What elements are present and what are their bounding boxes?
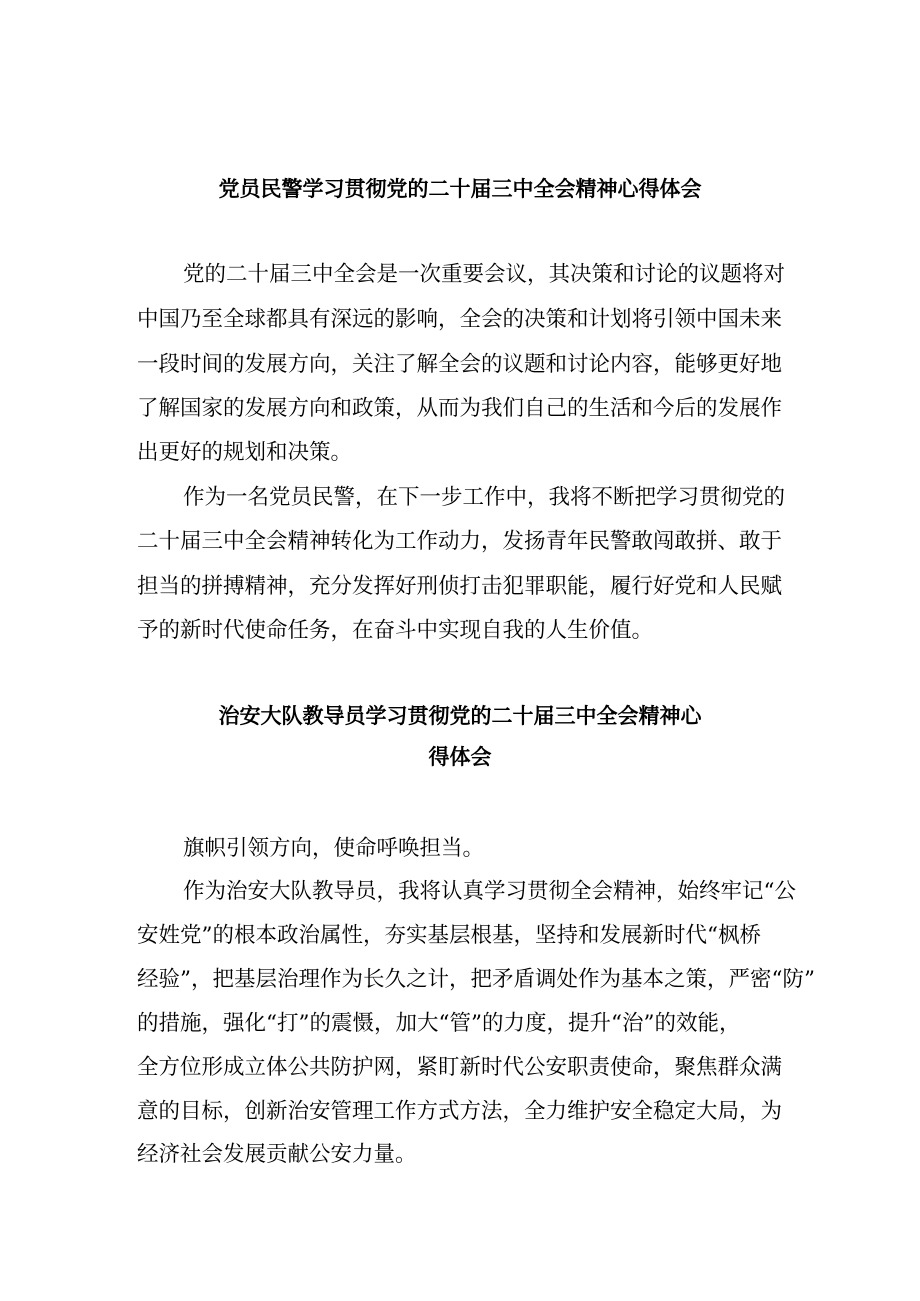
section2-paragraph2-line3: 经验”，把基层治理作为长久之计，把矛盾调处作为基本之策，严密“防” — [137, 967, 815, 992]
section2-paragraph2-line4: 的措施，强化“打”的震慑，加大“管”的力度，提升“治”的效能， — [137, 1011, 741, 1036]
section2-paragraph2-line1: 作为治安大队教导员，我将认真学习贯彻全会精神，始终牢记“公 — [183, 879, 796, 904]
section2-paragraph2-line5: 全方位形成立体公共防护网，紧盯新时代公安职责使命，聚焦群众满 — [137, 1055, 783, 1080]
section1-title: 党员民警学习贯彻党的二十届三中全会精神心得体会 — [218, 177, 702, 201]
section1-paragraph1-line2: 中国乃至全球都具有深远的影响，全会的决策和计划将引领中国未来 — [137, 307, 783, 332]
section1-paragraph1-line1: 党的二十届三中全会是一次重要会议，其决策和讨论的议题将对 — [183, 262, 786, 287]
section2-paragraph2-line2: 安姓党”的根本政治属性，夯实基层根基，坚持和发展新时代“枫桥 — [137, 923, 761, 948]
section1-paragraph1-line4: 了解国家的发展方向和政策，从而为我们自己的生活和今后的发展作 — [137, 396, 783, 421]
section1-paragraph2-line4: 予的新时代使命任务，在奋斗中实现自我的人生价值。 — [137, 618, 654, 643]
section2-title-line2: 得体会 — [428, 745, 492, 769]
section1-paragraph1-line5: 出更好的规划和决策。 — [137, 440, 353, 465]
section1-paragraph2-line3: 担当的拼搏精神，充分发挥好刑侦打击犯罪职能，履行好党和人民赋 — [137, 574, 783, 599]
section2-title-line1: 治安大队教导员学习贯彻党的二十届三中全会精神心 — [218, 704, 702, 728]
section1-paragraph1-line3: 一段时间的发展方向，关注了解全会的议题和讨论内容，能够更好地 — [137, 352, 783, 377]
section2-paragraph1-line1: 旗帜引领方向，使命呼唤担当。 — [183, 836, 485, 861]
section1-paragraph2-line2: 二十届三中全会精神转化为工作动力，发扬青年民警敢闯敢拼、敢于 — [137, 529, 783, 554]
section1-paragraph2-line1: 作为一名党员民警，在下一步工作中，我将不断把学习贯彻党的 — [183, 485, 786, 510]
section2-paragraph2-line7: 经济社会发展贡献公安力量。 — [137, 1142, 417, 1167]
section2-paragraph2-line6: 意的目标，创新治安管理工作方式方法，全力维护安全稳定大局，为 — [137, 1099, 783, 1124]
